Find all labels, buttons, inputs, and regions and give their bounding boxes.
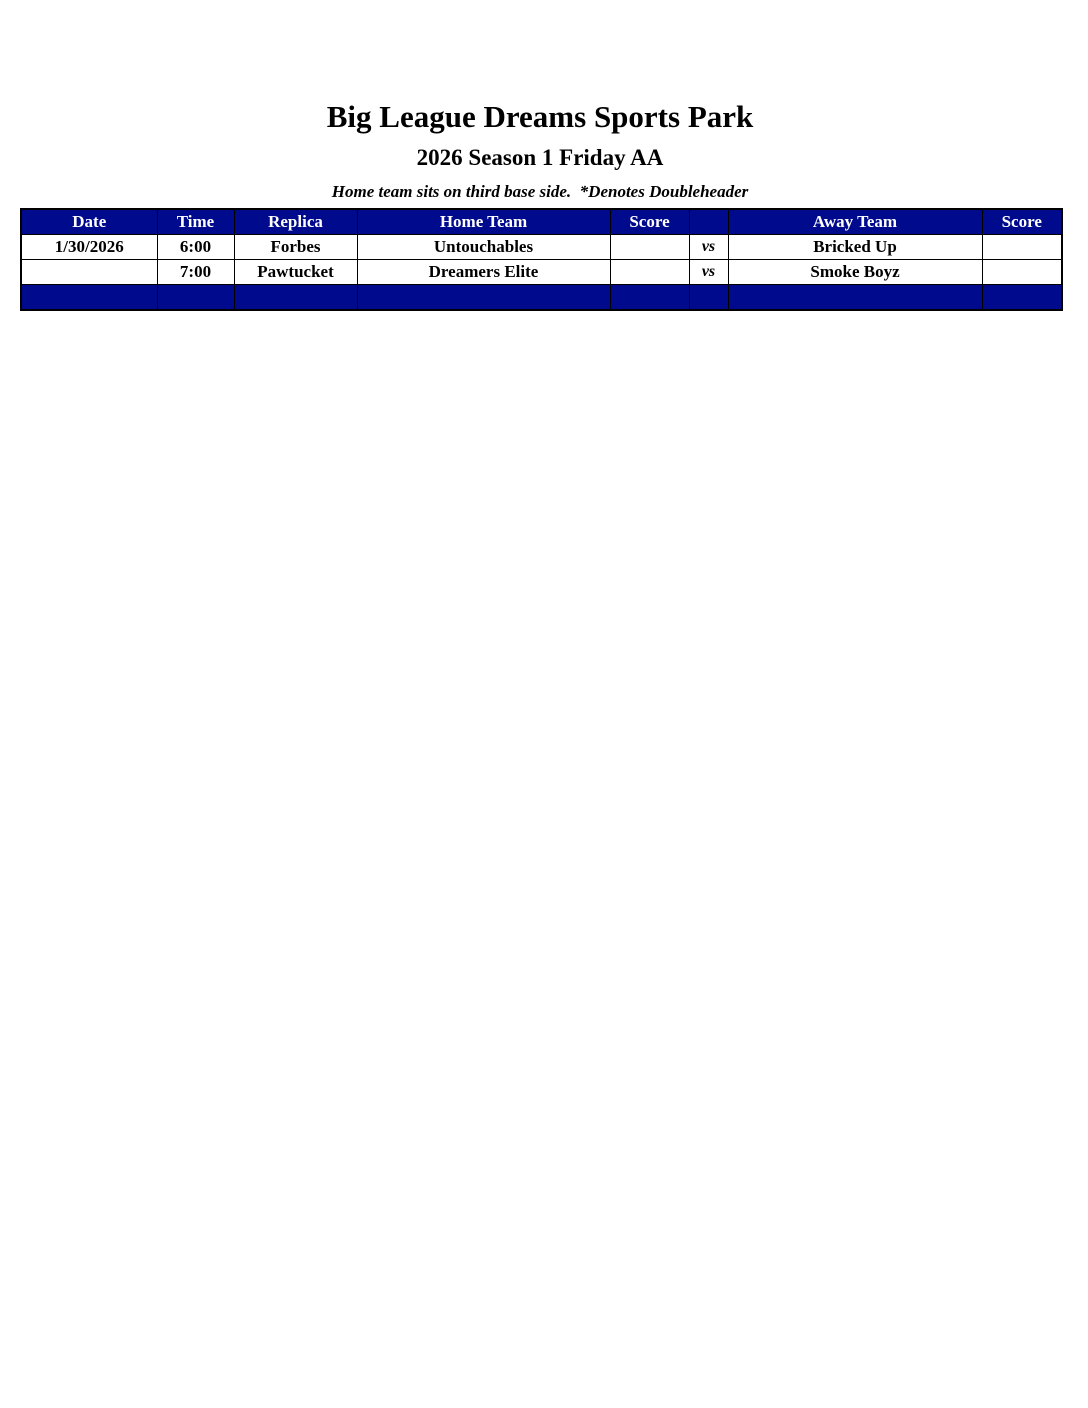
footer-cell: [234, 285, 357, 311]
game-time: 7:00: [157, 260, 234, 285]
column-header-home-team: Home Team: [357, 209, 610, 235]
footer-cell: [728, 285, 982, 311]
game-date: [21, 260, 157, 285]
versus-label: vs: [689, 260, 728, 285]
column-header-date: Date: [21, 209, 157, 235]
footer-cell: [357, 285, 610, 311]
schedule-table: [20, 208, 1063, 311]
table-header-row: [21, 209, 1062, 235]
footer-cell: [610, 285, 689, 311]
home-score: [610, 260, 689, 285]
away-score: [982, 260, 1062, 285]
page-title: Big League Dreams Sports Park: [326, 99, 754, 134]
table-row: [21, 235, 1062, 260]
away-team: Bricked Up: [728, 235, 982, 260]
field-replica: Pawtucket: [234, 260, 357, 285]
home-team: Dreamers Elite: [357, 260, 610, 285]
table-row: [21, 260, 1062, 285]
seating-note: Home team sits on third base side. *Denotes Doubleheader: [331, 182, 749, 201]
column-header-replica: Replica: [234, 209, 357, 235]
game-date: 1/30/2026: [21, 235, 157, 260]
footer-cell: [982, 285, 1062, 311]
versus-label: vs: [689, 235, 728, 260]
field-replica: Forbes: [234, 235, 357, 260]
column-header-vs: [689, 209, 728, 235]
away-score: [982, 235, 1062, 260]
footer-cell: [689, 285, 728, 311]
page-subtitle: 2026 Season 1 Friday AA: [416, 145, 664, 170]
column-header-away-team: Away Team: [728, 209, 982, 235]
home-score: [610, 235, 689, 260]
home-team: Untouchables: [357, 235, 610, 260]
footer-cell: [157, 285, 234, 311]
table-footer-band: [21, 285, 1062, 311]
column-header-time: Time: [157, 209, 234, 235]
footer-cell: [21, 285, 157, 311]
game-time: 6:00: [157, 235, 234, 260]
column-header-away-score: Score: [982, 209, 1062, 235]
away-team: Smoke Boyz: [728, 260, 982, 285]
column-header-home-score: Score: [610, 209, 689, 235]
